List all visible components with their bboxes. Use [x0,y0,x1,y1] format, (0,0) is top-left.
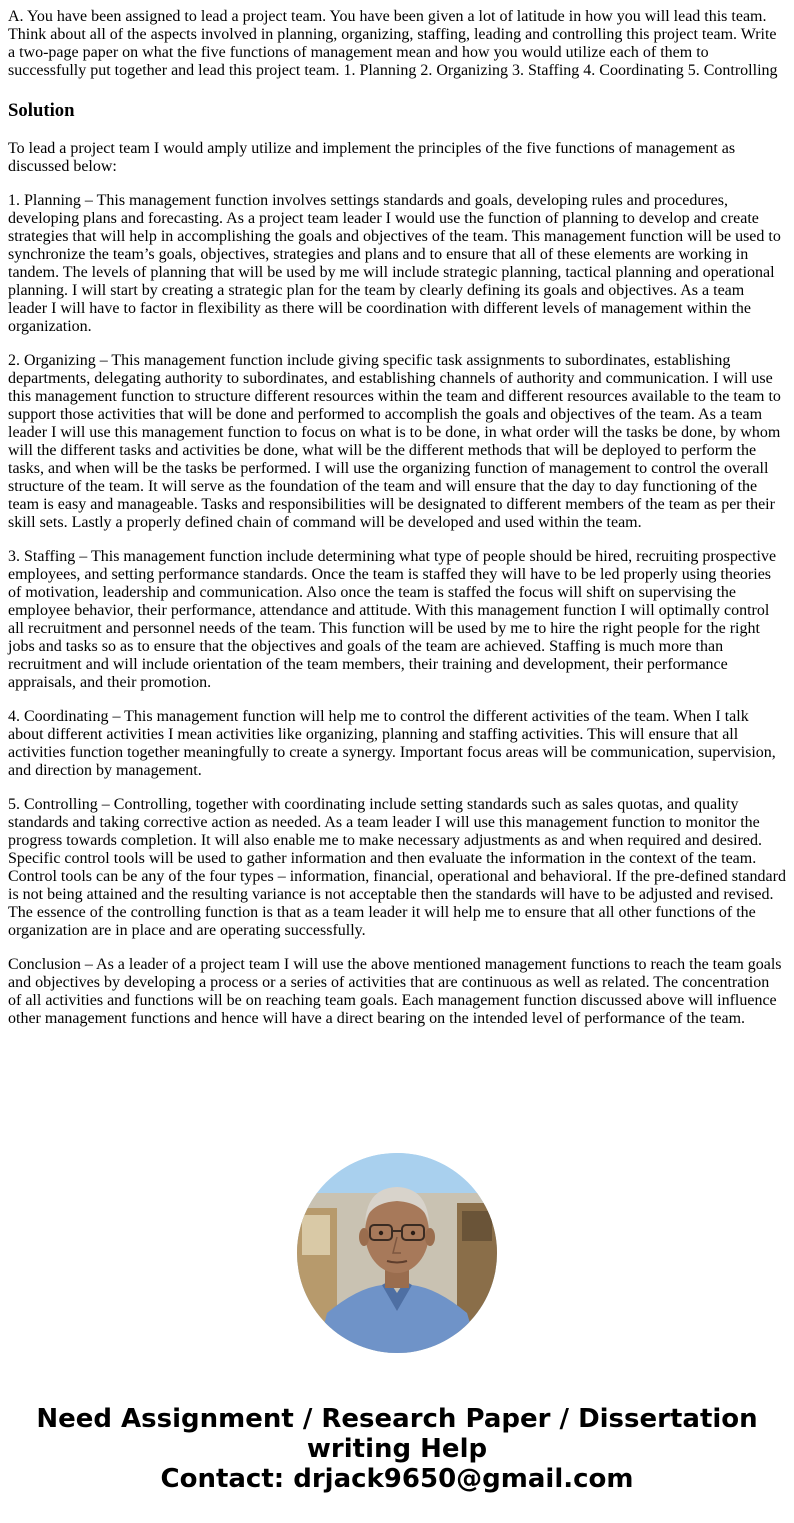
author-avatar [297,1153,497,1353]
organizing-paragraph: 2. Organizing – This management function include giving specific task assignments to subordinates, establishing departments, delegating authority to subordinates, and establishing channels of authority and communication. I will use this management function to structure different resources within the team and different resources available to the team to support those activities that will be done and performed to accomplish the goals and objectives of the team. As a team leader I will use this management function to focus on what is to be done, in what order will the tasks be done, by whom will the different tasks and activities be done, what will be the different methods that will be deployed to perform the tasks, and when will be the tasks be performed. I will use the organizing function of management to control the overall structure of the team. It will serve as the foundation of the team and will ensure that the day to day functioning of the team is easy and manageable. Tasks and responsibilities will be designated to different members of the team as per their skill sets. Lastly a properly defined chain of command will be developed and used within the team. [8,352,781,531]
solution-heading: Solution [8,100,75,121]
coordinating-paragraph: 4. Coordinating – This management function will help me to control the different activities of the team. When I talk about different activities I mean activities like organizing, planning and staffing activities. This will ensure that all activities function together meaningfully to create a synergy. Important focus areas will be communication, supervision, and direction by management. [8,708,776,779]
planning-paragraph: 1. Planning – This management function involves settings standards and goals, developing rules and procedures, developing plans and forecasting. As a project team leader I would use the function of planning to develop and create strategies that will help in accomplishing the goals and objectives of the team. This management function will be used to synchronize the team’s goals, objectives, strategies and plans and to ensure that all of these elements are working in tandem. The levels of planning that will be used by me will include strategic planning, tactical planning and operational planning. I will start by creating a strategic plan for the team by clearly defining its goals and objectives. As a team leader I will have to factor in flexibility as there will be coordination with different levels of management within the organization. [8,192,781,335]
question-text: A. You have been assigned to lead a project team. You have been given a lot of latitude in how you will lead this team. Think about all of the aspects involved in planning, organizing, staffing, leading and controlling this project team. Write a two-page paper on what the five functions of management mean and how you would utilize each of them to successfully put together and lead this project team. 1. Planning 2. Organizing 3. Staffing 4. Coordinating 5. Controlling [8,8,778,79]
promo-headline: Need Assignment / Research Paper / Dissertation writing Help [36,1404,758,1464]
intro-paragraph: To lead a project team I would amply utilize and implement the principles of the five functions of management as discussed below: [8,140,736,175]
promo-contact: Contact: drjack9650@gmail.com [160,1464,634,1494]
controlling-paragraph: 5. Controlling – Controlling, together with coordinating include setting standards such as sales quotas, and quality standards and taking corrective action as needed. As a team leader I will use this management function to monitor the progress towards completion. It will also enable me to make necessary adjustments as and when required and desired. Specific control tools will be used to gather information and then evaluate the information in the context of the team. Control tools can be any of the four types – information, financial, operational and behavioral. If the pre-defined standard is not being attained and the resulting variance is not acceptable then the standards will have to be adjusted and revised. The essence of the controlling function is that as a team leader it will help me to ensure that all other functions of the organization are in place and are operating successfully. [8,796,786,939]
conclusion-paragraph: Conclusion – As a leader of a project team I will use the above mentioned management functions to reach the team goals and objectives by developing a process or a series of activities that are continuous as well as related. The concentration of all activities and functions will be on reaching team goals. Each management function discussed above will influence other management functions and hence will have a direct bearing on the intended level of performance of the team. [8,956,782,1027]
staffing-paragraph: 3. Staffing – This management function include determining what type of people should be hired, recruiting prospective employees, and setting performance standards. Once the team is staffed they will have to be led properly using theories of motivation, leadership and communication. Also once the team is staffed the focus will shift on supervising the employee behavior, their performance, attendance and attitude. With this management function I will optimally control all recruitment and personnel needs of the team. This function will be used by me to hire the right people for the right jobs and tasks so as to ensure that the objectives and goals of the team are achieved. Staffing is much more than recruitment and will include orientation of the team members, their training and development, their performance appraisals, and their promotion. [8,548,777,691]
author-portrait-icon [297,1153,497,1353]
article [8,8,786,1044]
promo-banner [0,1404,794,1494]
